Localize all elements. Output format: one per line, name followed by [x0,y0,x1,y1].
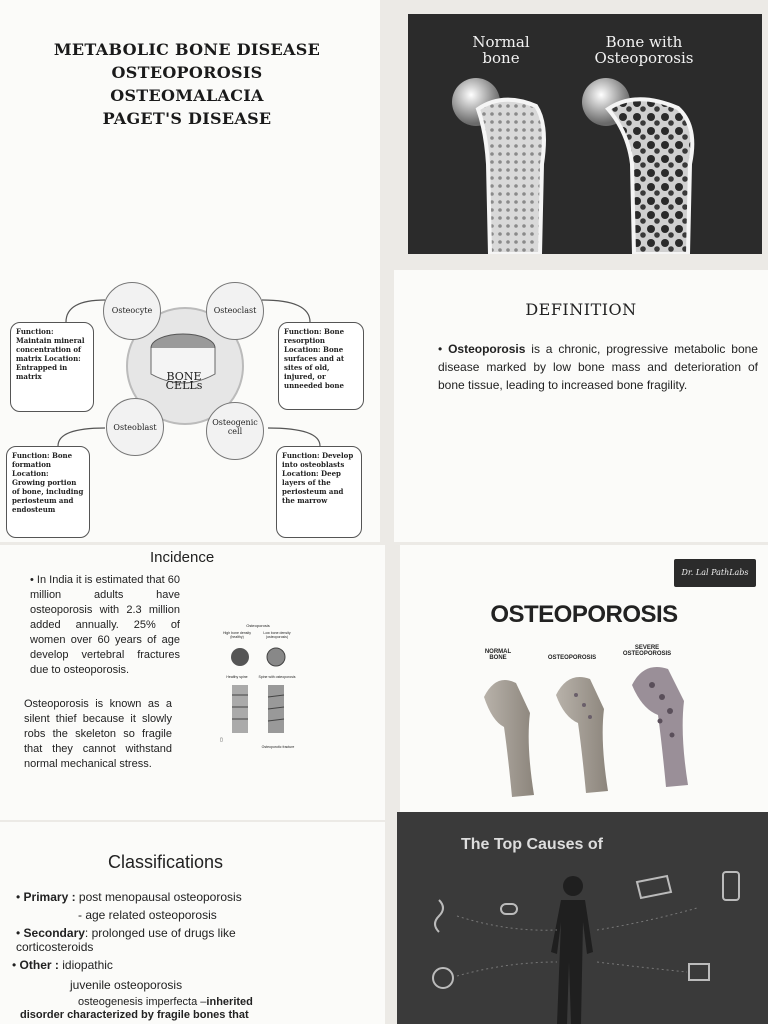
label-severe: SEVERE OSTEOPOROSIS [622,645,672,657]
class-primary-2: - age related osteoporosis [78,908,217,922]
definition-text [438,340,758,394]
class-secondary [16,926,296,954]
mini-label-2: Low bone density (osteoporosis) [263,631,291,639]
lab-logo: Dr. Lal PathLabs [674,559,756,587]
human-silhouette [551,876,593,1024]
slide-bone-comparison [408,14,762,254]
bullet-icon: • [438,342,449,356]
osteoporosis-mini-figure [218,623,298,753]
incidence-paragraph-1 [30,573,180,678]
class-other-2: juvenile osteoporosis [70,978,183,992]
mini-label-4: Spine with osteoporosis [258,675,296,679]
mini-label-3: Healthy spine [226,675,248,679]
bone-osteoporosis [556,677,608,793]
top-causes-illustration [397,812,768,1024]
bullet-icon: • [16,890,24,904]
osteoclast-info-box: Function: Bone resorption Location: Bone surfaces and at sites of old, injured, or unneeded bone [278,322,364,410]
top-causes-title: The Top Causes of [461,836,603,853]
secondary-text: : prolonged use of drugs like corticosteroids [16,926,236,954]
class-other [12,958,113,973]
dna-icon [435,900,443,932]
mini-label-1: High bone density (healthy) [222,631,252,639]
osteo-bone-shaft [608,99,692,254]
slide-top-causes [397,812,768,1024]
medicine-icon [689,964,709,980]
bone-severe [632,667,688,787]
label-osteo-bone [584,34,704,66]
bones-illustration [400,545,768,820]
slide-osteoporosis-bones [400,545,768,820]
svg-text:▯: ▯ [220,737,223,743]
secondary-label: Secondary [23,926,85,940]
incidence-paragraph-2: Osteoporosis is known as a silent thief because it slowly robs the skeleton so fragile that they cannot withstand normal mechanical stress. [24,698,172,770]
slide-incidence [0,545,385,820]
slide-title [0,0,380,270]
osteoblast-info-box: Function: Bone formation Location: Growing portion of bone, including periosteum and endosteum [6,446,90,538]
class-other-3 [20,996,290,1022]
definition-title: DEFINITION [525,300,637,319]
label-osteo-line2: Osteoporosis [594,49,694,67]
bone-normal [484,680,534,797]
label-normal-line2: bone [482,49,520,67]
normal-bone-shaft [478,100,544,254]
bullet-icon: • [30,574,37,586]
title-line-1: METABOLIC BONE DISEASE [53,40,321,59]
osteogenic-info-box: Function: Develop into osteoblasts Location: Deep layers of the periosteum and the marrow [276,446,362,538]
bullet-icon: • [16,926,24,940]
pill-icon [501,904,517,914]
primary-1: post menopausal osteoporosis [78,890,242,904]
label-normal: NORMAL BONE [484,649,512,661]
label-osteo-line1: Bone with [605,33,683,51]
other-label: Other : [19,958,59,972]
osteocyte-info-box: Function: Maintain mineral concentration of matrix Location: Entrapped in matrix [10,322,94,412]
incidence-p1-text: In India it is estimated that 60 million adults have osteoporosis with 2.3 million added annually. 25% of women over 60 years of age develop vertebral fractures due to osteoporosis. [30,574,181,676]
osteoporosis-title: OSTEOPOROSIS [490,601,678,628]
mini-figure-graphics [218,623,298,743]
bone-cells-center-label: BONE CELLs [165,370,203,392]
mini-top-label: Osteoporosis [246,623,270,628]
bottle-icon [723,872,739,900]
slide-definition [394,270,768,542]
definition-term: Osteoporosis [448,342,526,356]
label-normal-line1: Normal [472,33,530,51]
slide-classifications [0,822,385,1024]
bullet-icon: • [12,958,20,972]
osteoclast-label: Osteoclast [213,306,257,315]
osteocyte-label: Osteocyte [111,306,153,315]
title-line-4: PAGET'S DISEASE [102,109,272,128]
title-line-2: OSTEOPOROSIS [111,63,263,82]
slide-bone-cells [0,270,380,542]
food-icon [637,876,671,898]
incidence-title: Incidence [150,549,215,566]
label-normal-bone [456,34,546,66]
definition-body: is a chronic, progressive metabolic bone disease marked by low bone mass and deterioration of bone tissue, leading to increased bone fragility. [438,342,758,392]
mini-bottom-label: Osteoporotic fracture [261,745,295,749]
other-1: idiopathic [62,958,113,972]
classifications-title: Classifications [108,852,224,872]
osteoblast-label: Osteoblast [113,423,157,432]
title-line-3: OSTEOMALACIA [110,86,264,105]
biohazard-icon [433,968,453,988]
other-3b: inherited disorder characterized by fragile bones that [20,996,253,1021]
other-3a: osteogenesis imperfecta – [78,996,207,1008]
label-osteoporosis: OSTEOPOROSIS [547,655,597,661]
class-primary [16,890,376,905]
osteogenic-label: Osteogenic cell [212,418,258,436]
primary-label: Primary : [23,890,76,904]
